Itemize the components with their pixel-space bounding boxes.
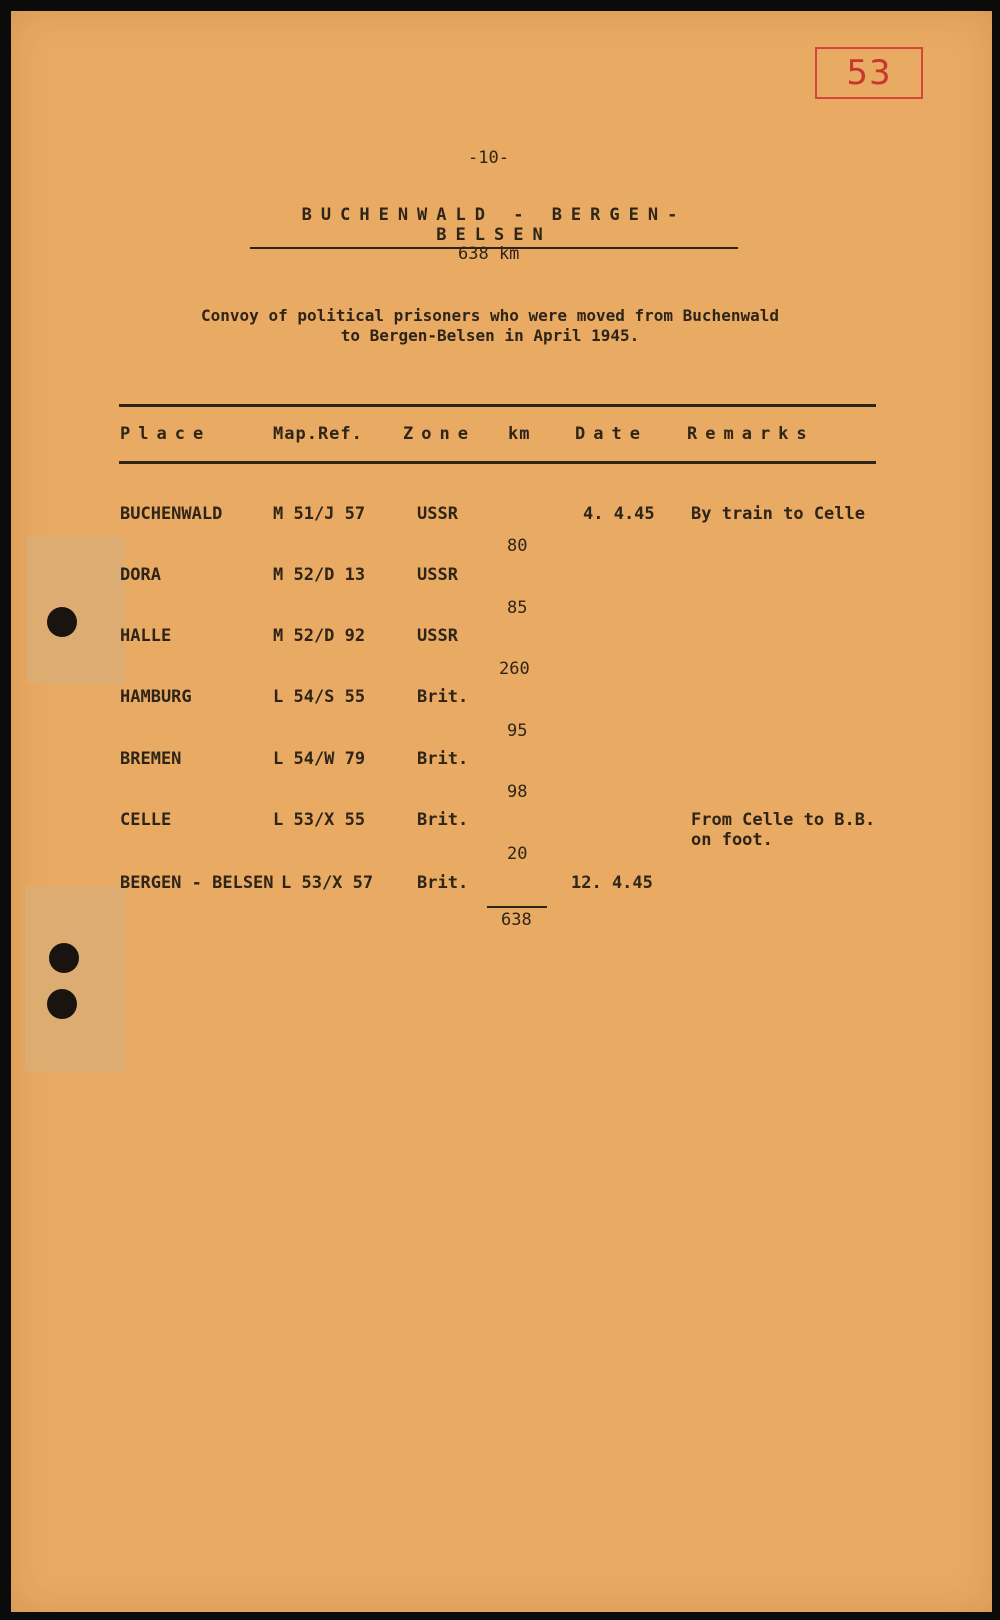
description-line-2: to Bergen-Belsen in April 1945. (340, 326, 640, 345)
punch-hole (47, 989, 77, 1019)
punch-hole (49, 943, 79, 973)
cell-date: 12. 4.45 (571, 873, 653, 893)
leg-km: 80 (507, 536, 528, 556)
leg-km: 260 (499, 659, 530, 679)
cell-zone: USSR (417, 626, 458, 646)
total-km: 638 (501, 910, 532, 930)
table-top-rule (119, 404, 876, 407)
leg-km: 85 (507, 598, 528, 618)
cell-mapref: L 53/X 55 (273, 810, 366, 830)
cell-mapref: L 54/W 79 (273, 749, 366, 769)
leg-km: 95 (507, 721, 528, 741)
cell-zone: Brit. (417, 873, 469, 893)
cell-mapref: M 52/D 13 (273, 565, 366, 585)
tape-strip-top (27, 536, 125, 684)
cell-place: DORA (120, 565, 161, 585)
total-rule (487, 906, 547, 908)
header-zone: Zone (403, 424, 476, 444)
leg-km: 20 (507, 844, 528, 864)
table-header-rule (119, 461, 876, 464)
remarks-line-2: on foot. (691, 830, 773, 850)
cell-place: BERGEN - BELSEN (120, 873, 274, 893)
description (160, 306, 820, 346)
cell-place: BREMEN (120, 749, 182, 769)
total-distance: 638 km (458, 244, 520, 264)
cell-place: BUCHENWALD (120, 504, 223, 524)
cell-place: HAMBURG (120, 687, 192, 707)
cell-mapref: M 52/D 92 (273, 626, 366, 646)
cell-remarks (691, 810, 875, 850)
page-number: -10- (468, 148, 509, 168)
cell-place: CELLE (120, 810, 172, 830)
cell-zone: USSR (417, 504, 458, 524)
cell-zone: Brit. (417, 749, 469, 769)
header-date: Date (575, 424, 648, 444)
document-page (11, 11, 992, 1612)
cell-remarks: By train to Celle (691, 504, 865, 524)
document-title: BUCHENWALD - BERGEN-BELSEN (250, 205, 738, 249)
tape-strip-bottom (25, 886, 125, 1071)
punch-hole (47, 607, 77, 637)
archive-stamp: 53 (815, 47, 923, 99)
header-remarks: Remarks (687, 424, 815, 444)
cell-place: HALLE (120, 626, 172, 646)
cell-mapref: L 53/X 57 (281, 873, 374, 893)
cell-zone: Brit. (417, 810, 469, 830)
leg-km: 98 (507, 782, 528, 802)
header-mapref: Map.Ref. (273, 424, 363, 444)
cell-date: 4. 4.45 (583, 504, 655, 524)
description-line-1: Convoy of political prisoners who were moved from Buchenwald (201, 306, 779, 325)
cell-mapref: M 51/J 57 (273, 504, 366, 524)
header-km: km (508, 424, 531, 444)
cell-zone: Brit. (417, 687, 469, 707)
cell-mapref: L 54/S 55 (273, 687, 366, 707)
header-place: Place (120, 424, 212, 444)
cell-zone: USSR (417, 565, 458, 585)
remarks-line-1: From Celle to B.B. (691, 810, 876, 830)
